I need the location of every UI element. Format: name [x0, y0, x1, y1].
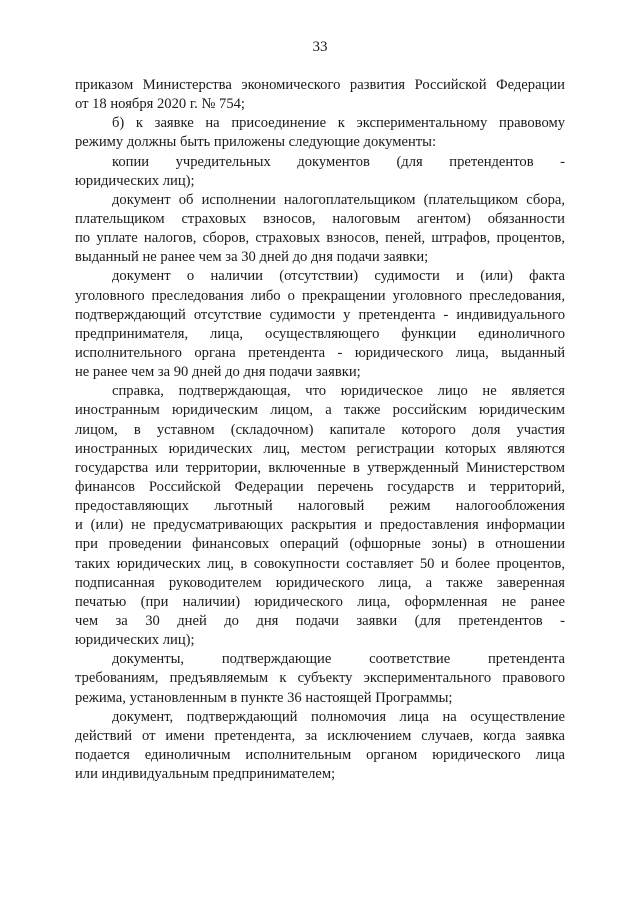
- text-line: юридических лиц);: [75, 632, 195, 649]
- text-line: выданный не ранее чем за 30 дней до дня подачи заявки;: [75, 249, 429, 266]
- text-line: или индивидуальным предпринимателем;: [75, 766, 336, 783]
- text-line: иностранных юридических лиц, местом регистрации которых являются: [75, 440, 565, 457]
- text-line: требованиям, предъявляемым к субъекту экспериментального правового: [75, 670, 565, 687]
- text-line: предоставляющих льготный налоговый режим налогообложения: [75, 498, 565, 515]
- page-number: 33: [312, 39, 328, 55]
- paragraph-first-line: документ, подтверждающий полномочия лица на осуществление: [112, 708, 565, 725]
- text-line: не ранее чем за 90 дней до дня подачи заявки;: [75, 364, 361, 381]
- text-line: приказом Министерства экономического развития Российской Федерации: [75, 77, 565, 93]
- text-line: и (или) не предусматривающих раскрытия и предоставления информации: [75, 517, 565, 534]
- text-line: подается единоличным исполнительным органом юридического лица: [75, 746, 565, 763]
- paragraph-first-line: документы, подтверждающие соответствие претендента: [112, 651, 565, 668]
- paragraph-first-line: документ о наличии (отсутствии) судимости и (или) факта: [112, 268, 565, 285]
- paragraph-first-line: справка, подтверждающая, что юридическое лицо не является: [112, 383, 565, 400]
- text-line: режима, установленным в пункте 36 настоящей Программы;: [75, 689, 453, 706]
- text-line: иностранным юридическим лицом, а также российским юридическим: [75, 402, 565, 419]
- text-line: уголовного преследования либо о прекращении уголовного преследования,: [75, 287, 565, 304]
- document-body: [75, 76, 565, 784]
- text-line: финансов Российской Федерации перечень государств и территорий,: [75, 478, 565, 495]
- text-line: действий от имени претендента, за исключением случаев, когда заявка: [75, 727, 565, 744]
- text-line: режиму должны быть приложены следующие документы:: [75, 134, 436, 151]
- text-line: исполнительного органа претендента - юридического лица, выданный: [75, 344, 565, 361]
- text-line: подписанная руководителем юридического лица, а также заверенная: [75, 574, 565, 591]
- text-line: при проведении финансовых операций (офшорные зоны) в отношении: [75, 536, 565, 553]
- text-line: по уплате налогов, сборов, страховых взносов, пеней, штрафов, процентов,: [75, 230, 565, 247]
- text-line: от 18 ноября 2020 г. № 754;: [75, 96, 245, 113]
- text-line: государства или территории, включенные в утвержденный Министерством: [75, 459, 565, 476]
- paragraph-first-line: б) к заявке на присоединение к экспериментальному правовому: [112, 115, 565, 132]
- text-line: предпринимателя, лица, осуществляющего функции единоличного: [75, 325, 565, 342]
- text-line: плательщиком страховых взносов, налоговым агентом) обязанности: [75, 210, 565, 227]
- text-line: юридических лиц);: [75, 172, 195, 189]
- text-line: печатью (при наличии) юридического лица, оформленная не ранее: [75, 593, 565, 610]
- paragraph-first-line: копии учредительных документов (для претендентов -: [112, 153, 565, 170]
- paragraph-first-line: документ об исполнении налогоплательщиком (плательщиком сбора,: [112, 191, 565, 208]
- text-line: подтверждающий отсутствие судимости у претендента - индивидуального: [75, 306, 565, 323]
- text-line: лицом, в уставном (складочном) капитале которого доля участия: [75, 421, 565, 438]
- text-line: чем за 30 дней до дня подачи заявки (для претендентов -: [75, 612, 565, 629]
- text-line: таких юридических лиц, в совокупности составляет 50 и более процентов,: [75, 555, 565, 572]
